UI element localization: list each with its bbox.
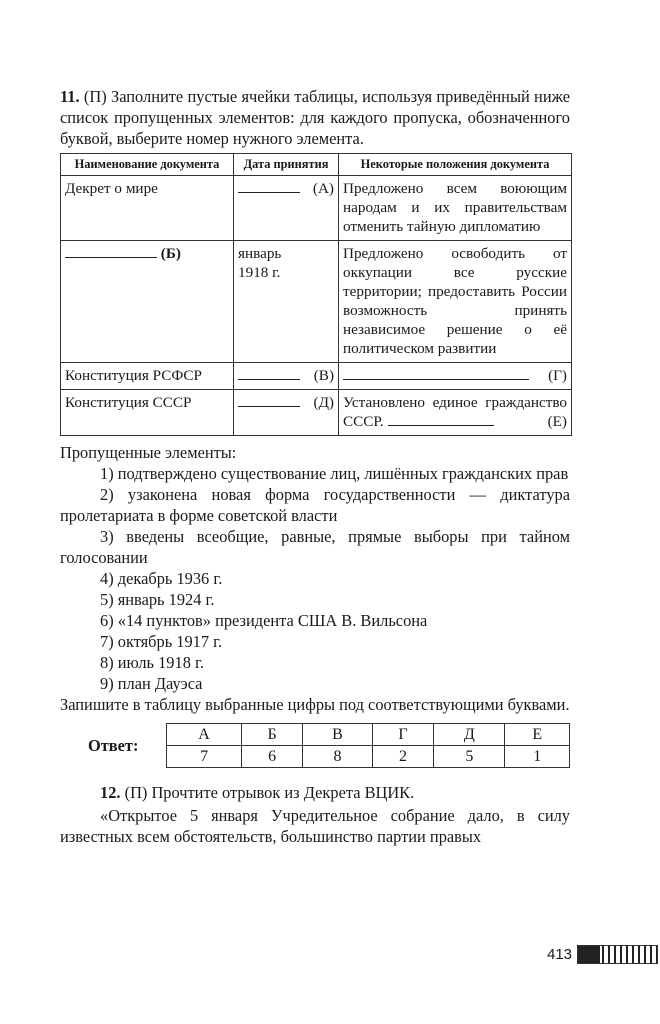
answer-value: 5 [434, 746, 505, 768]
answer-letter: Б [242, 724, 303, 746]
date-cell [234, 363, 339, 390]
table-row [61, 390, 572, 436]
list-item: 3) введены всеобщие, равные, прямые выборы при тайном голосовании [60, 527, 570, 567]
blank-label: (Е) [547, 413, 567, 430]
blank-field [238, 367, 300, 380]
date-cell [234, 390, 339, 436]
answer-value: 6 [242, 746, 303, 768]
task-11-intro: 11. (П) Заполните пустые ячейки таблицы, используя приведённый ниже список пропущенных элементов: для каждого пропуска, обозначенного буквой, выберите номер нужного элемента. [60, 87, 570, 148]
answer-values-row [167, 746, 570, 768]
page-number: 413 [547, 946, 573, 963]
header-cell: Дата принятия [234, 154, 339, 176]
list-item: 9) план Дауэса [100, 674, 203, 693]
answer-letter: Д [434, 724, 505, 746]
answer-letter: Г [372, 724, 433, 746]
header-cell: Наименование документа [61, 154, 234, 176]
blank-label: (А) [312, 180, 334, 197]
document-table [60, 153, 572, 436]
answer-block [60, 723, 570, 768]
date-cell [234, 176, 339, 241]
list-item: 6) «14 пунктов» президента США В. Вильсона [100, 611, 428, 630]
missing-elements [60, 442, 570, 715]
instruction: Запишите в таблицу выбранные цифры под соответствующими буквами. [60, 695, 570, 714]
blank-label: (В) [313, 367, 334, 384]
blank-label: (Д) [313, 394, 334, 411]
provisions-cell: Установлено единое гражданство СССР. (Е) [339, 390, 572, 436]
page-content [60, 86, 570, 847]
table-header-row [61, 154, 572, 176]
answer-value: 7 [167, 746, 242, 768]
missing-title: Пропущенные элементы: [60, 443, 237, 462]
doc-name: Конституция РСФСР [61, 363, 234, 390]
blank-field [343, 367, 529, 380]
table-row [61, 241, 572, 363]
answer-letter: Е [505, 724, 570, 746]
doc-name: Декрет о мире [61, 176, 234, 241]
list-item: 4) декабрь 1936 г. [100, 569, 223, 588]
blank-label: (Б) [160, 245, 181, 262]
list-item: 2) узаконена новая форма государственности — диктатура пролетариата в форме советской власти [60, 485, 570, 525]
provisions-cell: Предложено всем воюющим народам и их правительствам отменить тайную дипломатию [339, 176, 572, 241]
task-12-title: 12. (П) Прочтите отрывок из Декрета ВЦИК. [100, 783, 415, 802]
answer-letters-row [167, 724, 570, 746]
provisions-cell: Предложено освободить от оккупации все русские территории; предоставить России возможность принять независимое решение о её политическом развитии [339, 241, 572, 363]
doc-name-cell [61, 241, 234, 363]
blank-field [238, 394, 300, 407]
provisions-cell [339, 363, 572, 390]
list-item: 7) октябрь 1917 г. [100, 632, 223, 651]
list-item: 1) подтверждено существование лиц, лишённых гражданских прав [100, 464, 569, 483]
table-row [61, 363, 572, 390]
date-cell: январь 1918 г. [234, 241, 339, 363]
page-marker-bar [577, 945, 658, 964]
answer-value: 8 [303, 746, 373, 768]
task-number: 12. [100, 783, 121, 802]
task-12-excerpt: «Открытое 5 января Учредительное собрание дало, в силу известных всем обстоятельств, большинство партии правых [60, 806, 570, 846]
table-row [61, 176, 572, 241]
task-number: 11. [60, 87, 80, 106]
list-item: 8) июль 1918 г. [100, 653, 204, 672]
blank-field [388, 413, 494, 426]
blank-field [238, 180, 300, 193]
answer-table [166, 723, 570, 768]
answer-value: 1 [505, 746, 570, 768]
header-cell: Некоторые положения документа [339, 154, 572, 176]
list-item: 5) январь 1924 г. [100, 590, 215, 609]
answer-letter: А [167, 724, 242, 746]
doc-name: Конституция СССР [61, 390, 234, 436]
answer-label: Ответ: [88, 736, 139, 755]
blank-label: (Г) [548, 367, 567, 384]
blank-field [65, 245, 157, 258]
answer-value: 2 [372, 746, 433, 768]
answer-letter: В [303, 724, 373, 746]
